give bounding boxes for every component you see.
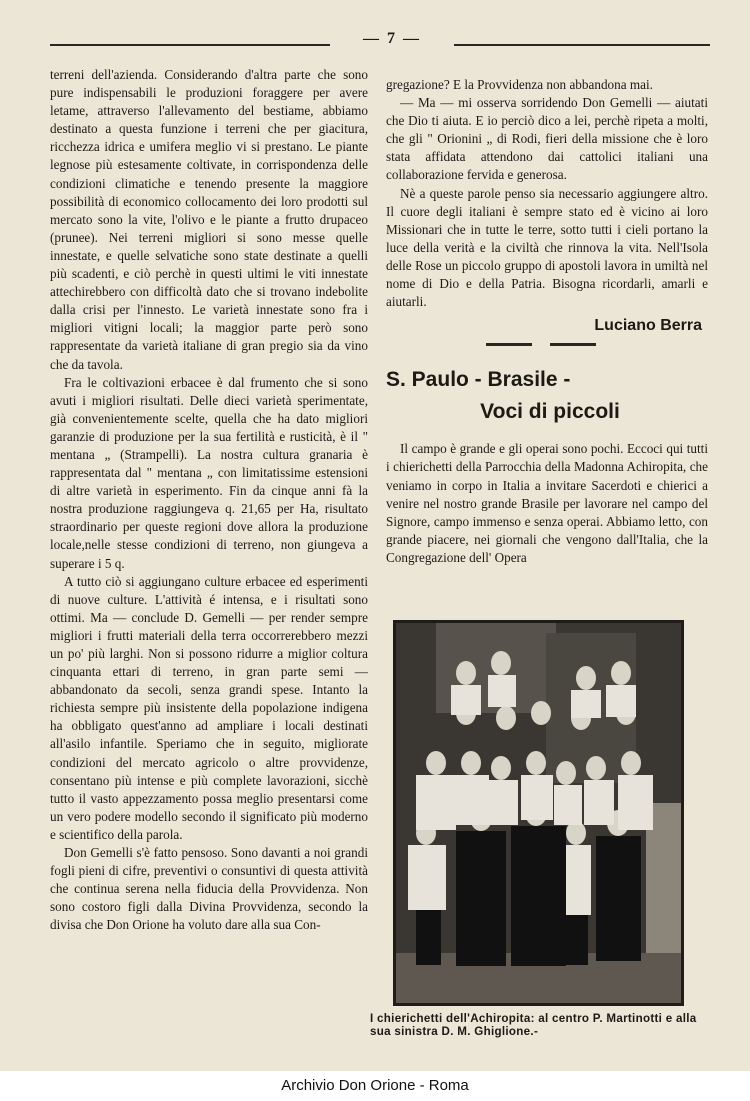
article-body: Il campo è grande e gli operai sono pochi. Eccoci qui tutti i chierichetti della Parrocchia della Madonna Achiropita, che veniamo in corpo in Italia a invitare Sacerdoti e chierici a venire nel nostro grande Brasile per lavorare nel campo del Signore, campo immenso e senza operai. Abbiamo letto, con grande piacere, nei giornali che vengono dall'Italia, che la Congregazione dell' Opera bbox=[386, 441, 708, 565]
left-column bbox=[50, 66, 368, 935]
page-number: — 7 — bbox=[363, 30, 421, 47]
author-signature: Luciano Berra bbox=[594, 317, 702, 335]
left-paragraph-3: A tutto ciò si aggiungano culture erbacee ed esperimenti di nuove culture. L'attività é intensa, e i risultati sono ottimi. Ma — conclude D. Gemelli — per render sempre migliori i frutti materiali della terra occorrerebbero mezzi un po' più larghi. Non si possono ridurre a miglior coltura cinquanta ettari di terreno, in gran parte semi — abbandonato da secoli, senza grandi spese. Intanto la richiesta sempre più insistente della popolazione indigena ha obbligato quest'anno ad ampliare i locali destinati all'asilo infantile. Speriamo che in seguito, migliorate condizioni del mercato agricolo o altre provvidenze, consentano più intense e più complete lavorazioni, sicchè tutto il vasto appezzamento possa meglio presentarsi come un vero podere modello secondo il significato più moderno e scientifico della parola. bbox=[50, 573, 368, 842]
section-separator bbox=[486, 343, 596, 350]
headline-line-2: Voci di piccoli bbox=[480, 400, 620, 424]
header-rule-right bbox=[454, 44, 710, 46]
right-paragraph-1: gregazione? E la Provvidenza non abbandona mai. bbox=[386, 77, 653, 92]
left-paragraph-4: Don Gemelli s'è fatto pensoso. Sono davanti a noi grandi fogli pieni di cifre, preventivi o consuntivi di questa attività che continua serena nella fiducia della Provvidenza. Non sono costoro figli dalla Divina Provvidenza, secondo la divisa che Don Orione ha voluto dare alla sua Con- bbox=[50, 845, 368, 933]
headline-line-1: S. Paulo - Brasile - bbox=[386, 368, 571, 392]
right-column bbox=[386, 76, 708, 567]
right-paragraph-3: Nè a queste parole penso sia necessario aggiungere altro. Il cuore degli italiani è sempre stato ed è vicino ai loro Missionari che in tutte le terre, sotto tutti i cieli portano la luce della verità e la civiltà che rinnova la vita. Nell'Isola delle Rose un piccolo gruppo di apostoli lavora in umiltà nel nome di Dio e della Patria. Bisogna ricordarli, amarli e aiutarli. bbox=[386, 185, 708, 310]
right-paragraph-2: — Ma — mi osserva sorridendo Don Gemelli — aiutati che Dio ti aiuta. E io perciò dico a lei, perchè ripeta a molti, che gli " Orionini „ di Rodi, fieri della missione che è loro stata affidata attendono dai cattolici italiani una collaborazione fervida e generosa. bbox=[386, 95, 708, 183]
header-rule-left bbox=[50, 44, 330, 46]
group-photo bbox=[393, 620, 684, 1006]
page-header bbox=[50, 30, 710, 54]
left-paragraph-1: terreni dell'azienda. Considerando d'altra parte che sono pure indispensabili le produzioni foraggere per avere letame, attraverso l'allevamento del bestiame, abbiamo destinato a questa funzione i terreni che per giacitura, ricchezza idrica e umifera meglio vi si prestano. Le piante legnose più estesamente coltivate, in corrispondenza delle condizioni climatiche e tenendo presente la maggiore possibilità di economico collocamento dei loro prodotti sul mercato sono la vite, l'olivo e le piante a frutto drupaceo (prunee). Nei terreni migliori si sono messe quelle innestate, e quelle selvatiche sono state destinate a quelli più scadenti, e ciò perchè in questi ultimi le viti innestate attechirebbero con difficoltà dato che si trovano indebolite dalla crisi per l'innesto. Le varietà innestate sono fra i migliori vitigni locali; la maggior parte però sono rappresentate da varietà italiane di gran pregio sia da vino che da tavola. bbox=[50, 67, 368, 372]
article-headline bbox=[386, 364, 708, 428]
group-photo-illustration bbox=[396, 623, 681, 1003]
left-paragraph-2: Fra le coltivazioni erbacee è dal frumento che si sono avuti i migliori risultati. Delle dieci varietà sperimentate, già convenientemente scelte, quella che ha dato migliori garanzie di produzione per la sua fertilità e rusticità, è il " mentana „ (Strampelli). La nostra cultura granaria è rappresentata dal " mentana „ con limitatissime estensioni di altre varietà in esperimento. Fin da cinque anni fà la nostra produzione raggiungeva q. 21,65 per Ha, risultato straordinario per queste regioni dove allora la produzione locale,nelle stesse condizioni di terreno, non giungeva a superare i 5 q. bbox=[50, 374, 368, 571]
archive-footer: Archivio Don Orione - Roma bbox=[0, 1071, 750, 1101]
photo-caption: I chierichetti dell'Achiropita: al centro P. Martinotti e alla sua sinistra D. M. Ghiglione.- bbox=[370, 1012, 697, 1038]
